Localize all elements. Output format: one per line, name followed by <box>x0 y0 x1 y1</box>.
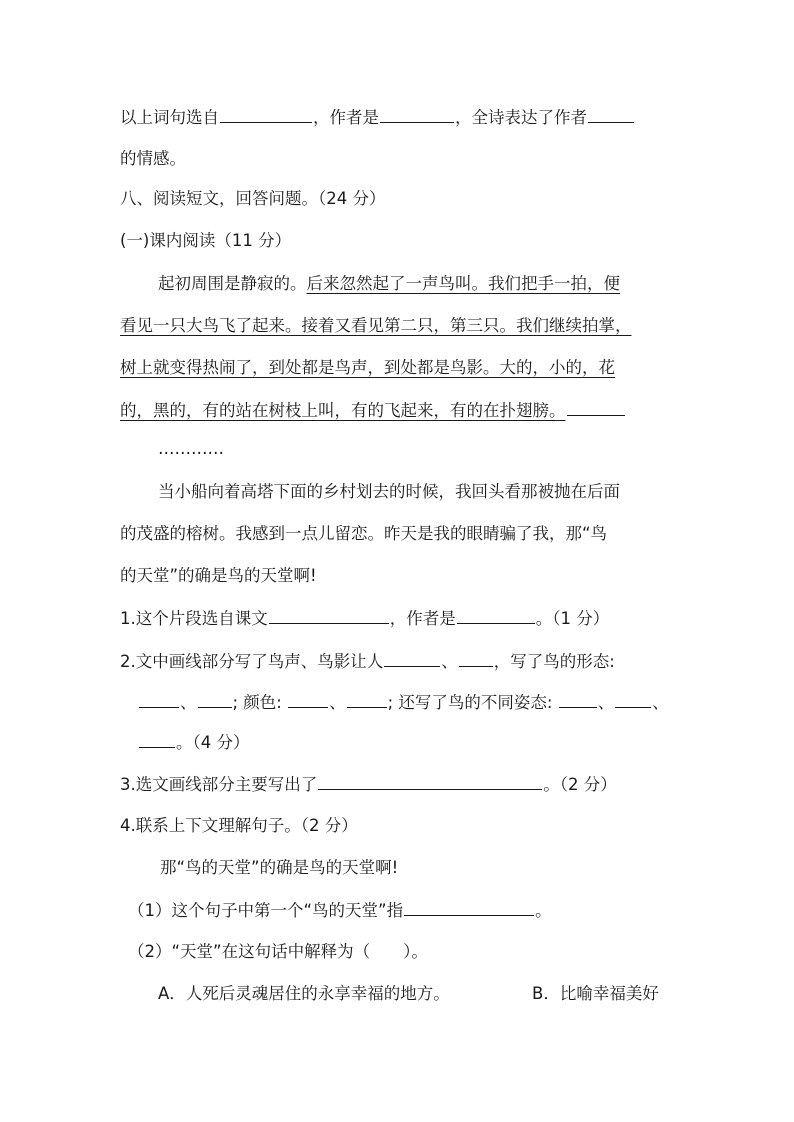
q4-1-blank[interactable] <box>404 899 534 916</box>
passage-underlined-end: 的，黑的，有的站在树枝上叫，有的飞起来，有的在扑翅膀。 <box>120 401 566 420</box>
q2-blank-1[interactable] <box>384 650 440 667</box>
question-1 <box>120 607 609 630</box>
q2-text-d: 、 <box>180 693 197 712</box>
passage-p2-line-1: 当小船向着高塔下面的乡村划去的时候，我回头看那被抛在后面 <box>158 482 620 501</box>
q2-blank-color-2[interactable] <box>347 691 387 708</box>
q3-text-a: 3.选文画线部分主要写出了 <box>120 775 318 794</box>
option-b[interactable]: B．比喻幸福美好 <box>532 984 659 1003</box>
intro-text-1: 以上词句选自 <box>120 108 219 127</box>
passage-line-1 <box>158 273 620 295</box>
q2-text-j: 。（4 分） <box>176 733 250 752</box>
q2-text-h: 、 <box>597 693 615 712</box>
passage-plain-start: 起初周围是静寂的。 <box>158 274 307 293</box>
question-4-2: （2）“天堂”在这句话中解释为（ ）。 <box>128 942 428 961</box>
question-3 <box>120 773 617 796</box>
option-a[interactable]: A．人死后灵魂居住的永享幸福的地方。 <box>158 984 450 1003</box>
q2-text-f: 、 <box>329 693 346 712</box>
intro-cont: 的情感。 <box>120 149 186 168</box>
question-4-sentence: 那“鸟的天堂”的确是鸟的天堂啊! <box>160 858 399 877</box>
passage-underline-tail <box>567 399 625 416</box>
question-2-line-3 <box>138 731 250 754</box>
sub-section-title: (一)课内阅读（11 分） <box>120 231 292 250</box>
question-4-title: 4.联系上下文理解句子。（2 分） <box>120 816 358 835</box>
q3-blank[interactable] <box>318 773 542 790</box>
q2-text-a: 2.文中画线部分写了鸟声、鸟影让人 <box>120 652 384 671</box>
q2-text-g: ; 还写了鸟的不同姿态: <box>387 693 553 712</box>
passage-line-3: 树上就变得热闹了，到处都是鸟声，到处都是鸟影。大的，小的，花 <box>120 358 615 377</box>
q2-blank-pose-2[interactable] <box>615 691 651 708</box>
passage-line-2: 看见一只大鸟飞了起来。接着又看见第二只，第三只。我们继续拍掌， <box>120 316 632 335</box>
passage-p2-line-2: 的茂盛的榕树。我感到一点儿留恋。昨天是我的眼睛骗了我，那“鸟 <box>120 524 608 543</box>
q4-1-text-b: 。 <box>535 901 552 920</box>
intro-text-2: ，作者是 <box>313 108 379 127</box>
question-4-1 <box>128 899 552 922</box>
intro-line <box>120 106 635 129</box>
q1-text-a: 1.这个片段选自课文 <box>120 609 268 628</box>
options-line <box>158 983 659 1005</box>
blank-author[interactable] <box>380 106 454 123</box>
blank-emotion[interactable] <box>588 106 634 123</box>
q2-blank-pose-1[interactable] <box>559 691 597 708</box>
q2-blank-shape-2[interactable] <box>198 691 232 708</box>
question-2-line-1 <box>120 650 615 673</box>
q4-1-text-a: （1）这个句子中第一个“鸟的天堂”指 <box>128 901 404 920</box>
passage-underlined-start: 后来忽然起了一声鸟叫。我们把手一拍，便 <box>306 274 620 293</box>
intro-text-3: ，全诗表达了作者 <box>455 108 587 127</box>
q2-blank-shape-1[interactable] <box>139 691 179 708</box>
passage-p2-line-3: 的天堂”的确是鸟的天堂啊! <box>120 566 317 585</box>
passage-line-4 <box>120 399 626 422</box>
q2-text-c: ，写了鸟的形态: <box>493 652 615 671</box>
q3-text-b: 。（2 分） <box>543 775 617 794</box>
q1-text-b: ，作者是 <box>389 609 456 628</box>
q2-text-i: 、 <box>652 693 669 712</box>
blank-source[interactable] <box>220 106 312 123</box>
passage-ellipsis: ………… <box>158 439 224 458</box>
q2-blank-color-1[interactable] <box>288 691 328 708</box>
q2-blank-pose-3[interactable] <box>139 731 175 748</box>
q1-blank-author[interactable] <box>457 607 535 624</box>
q2-text-e: ; 颜色: <box>232 693 282 712</box>
question-2-line-2 <box>138 691 669 714</box>
section-title: 八、阅读短文，回答问题。（24 分） <box>120 189 386 208</box>
q2-blank-2[interactable] <box>459 650 493 667</box>
q2-text-b: 、 <box>441 652 458 671</box>
q1-blank-lesson[interactable] <box>269 607 389 624</box>
q1-text-c: 。（1 分） <box>535 609 610 628</box>
